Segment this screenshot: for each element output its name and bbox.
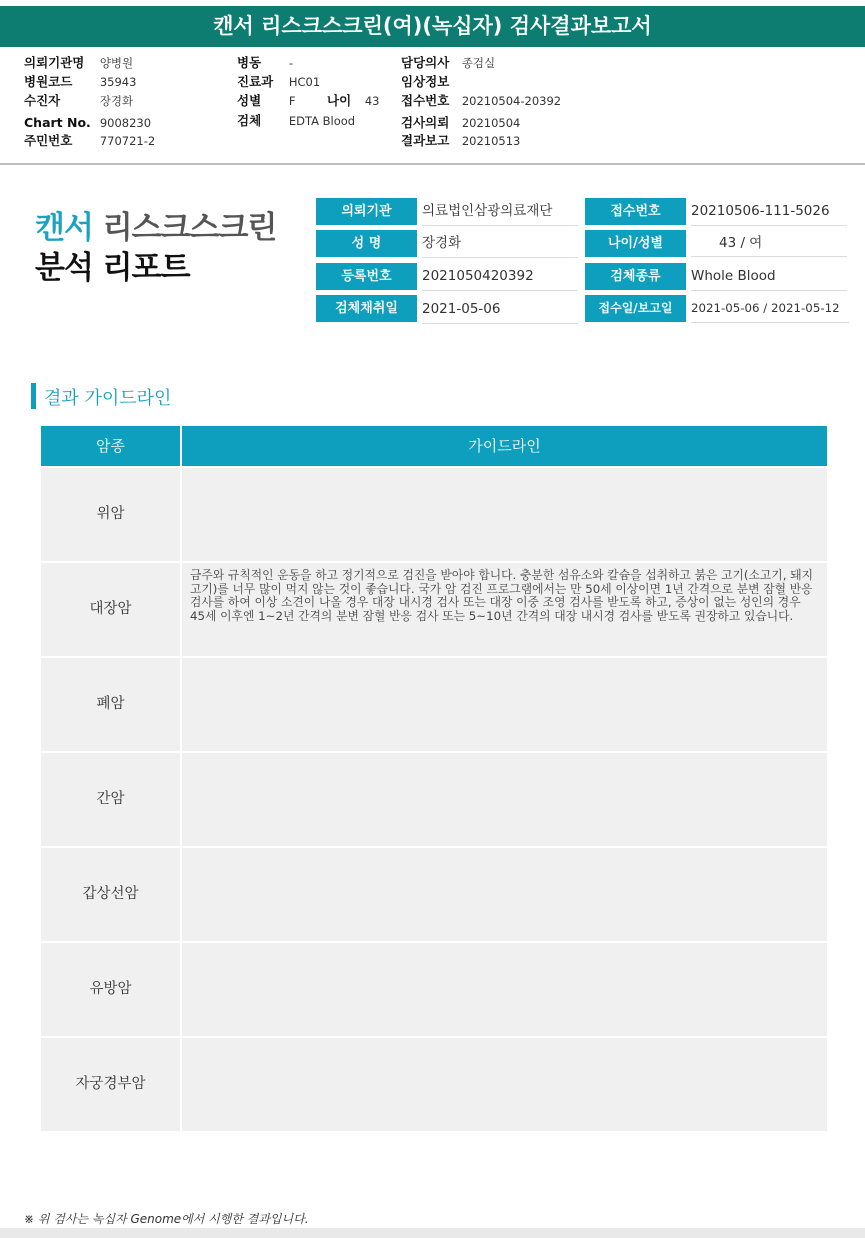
guideline-text [182, 1038, 827, 1044]
info-value-receipt: 20210506-111-5026 [691, 198, 847, 226]
sex-value: F [288, 94, 296, 108]
receipt-no-value: 20210504-20392 [461, 94, 562, 108]
info-label-receipt: 접수번호 [585, 198, 686, 225]
specimen-value: EDTA Blood [288, 114, 356, 128]
info-value-name: 장경화 [422, 230, 578, 258]
doctor-row [401, 54, 495, 72]
doctor-value: 종검실 [461, 56, 496, 70]
footer-note: ※ 위 검사는 녹십자 Genome에서 시행한 결과입니다. [24, 1212, 309, 1226]
brand-accent: 캔서 [35, 210, 93, 246]
info-label-dates: 접수일/보고일 [585, 295, 686, 322]
receipt-no-row [401, 92, 561, 110]
guideline-text: 금주와 규칙적인 운동을 하고 정기적으로 검진을 받아야 합니다. 충분한 섬유소와 칼슘을 섭취하고 붉은 고기(소고기, 돼지고기)를 너무 많이 먹지 않는 것이 좋습니다. 국가 암 검진 프로그램에서는 만 50세 이상이면 1년 간격으로 분변 잠혈 반응 검사를 하여 이상 소견이 나올 경우 대장 내시경 검사 또는 대장 이중 조영 검사를 받도록 하고, 증상이 없는 성인의 경우 45세 이후엔 1~2년 간격의 분변 잠혈 반응 검사 또는 5~10년 간격의 대장 내시경 검사를 받도록 권장하고 있습니다. [190, 568, 813, 623]
patient-name-row [24, 92, 133, 110]
info-label-specimen-type: 검체종류 [585, 263, 686, 290]
guideline-text [182, 468, 827, 474]
hospital-name-value: 양병원 [99, 56, 134, 70]
sex-label: 성별 [237, 93, 262, 108]
patient-header [0, 52, 865, 162]
header-guideline: 가이드라인 [182, 426, 827, 466]
report-date-label: 결과보고 [401, 133, 450, 148]
hospital-name-row [24, 54, 133, 72]
hospital-name-label: 의뢰기관명 [24, 55, 85, 70]
info-value-dates: 2021-05-06 / 2021-05-12 [691, 295, 849, 323]
cancer-type-cell: 폐암 [41, 658, 180, 751]
brand-title-line2: 분석 리포트 [35, 250, 190, 286]
guideline-cell [182, 943, 827, 1036]
cancer-type-cell: 대장암 [41, 563, 180, 656]
ward-row [237, 54, 293, 72]
request-date-row [401, 114, 520, 132]
department-label: 진료과 [237, 74, 274, 89]
guideline-text [182, 848, 827, 854]
ward-label: 병동 [237, 55, 262, 70]
specimen-row [237, 112, 355, 130]
doctor-label: 담당의사 [401, 55, 450, 70]
header-cancer-type: 암종 [41, 426, 180, 466]
chart-no-value: 9008230 [99, 116, 152, 130]
age-row [327, 92, 379, 110]
chart-no-row [24, 114, 151, 132]
receipt-no-label: 접수번호 [401, 93, 450, 108]
guideline-text [182, 658, 827, 664]
resident-no-value: 770721-2 [99, 134, 156, 148]
department-value: HC01 [288, 75, 321, 89]
patient-name-value: 장경화 [99, 94, 134, 108]
guideline-cell [182, 1038, 827, 1131]
bottom-strip [0, 1228, 865, 1238]
report-date-value: 20210513 [461, 134, 521, 148]
cancer-type-cell: 자궁경부암 [41, 1038, 180, 1131]
section-marker [31, 383, 36, 409]
header-divider [0, 163, 865, 165]
resident-no-row [24, 132, 155, 150]
info-value-age-sex: 43 / 여 [691, 230, 847, 257]
patient-name-label: 수진자 [24, 93, 61, 108]
brand-rest: 리스크스크린 [92, 210, 277, 246]
clinical-info-row [401, 73, 462, 91]
info-value-collection-date: 2021-05-06 [422, 296, 578, 324]
cancer-type-cell: 갑상선암 [41, 848, 180, 941]
info-label-age-sex: 나이/성별 [585, 230, 686, 257]
report-title: 캔서 리스크스크린(여)(녹십자) 검사결과보고서 [0, 6, 865, 47]
info-label-collection-date: 검체채취일 [316, 295, 417, 322]
request-date-label: 검사의뢰 [401, 115, 450, 130]
guideline-cell [182, 563, 827, 656]
clinical-info-label: 임상정보 [401, 74, 450, 89]
guideline-cell [182, 753, 827, 846]
report-date-row [401, 132, 520, 150]
brand-title-line1 [35, 202, 276, 247]
section-title: 결과 가이드라인 [44, 388, 172, 409]
chart-no-label: Chart No. [24, 115, 91, 130]
age-label: 나이 [327, 93, 352, 108]
ward-value: - [288, 56, 293, 70]
hospital-code-label: 병원코드 [24, 74, 73, 89]
info-label-registration: 등록번호 [316, 263, 417, 290]
resident-no-label: 주민번호 [24, 133, 73, 148]
cancer-type-cell: 유방암 [41, 943, 180, 1036]
cancer-type-cell: 간암 [41, 753, 180, 846]
guideline-text [182, 753, 827, 759]
info-value-specimen-type: Whole Blood [691, 263, 847, 291]
guideline-cell [182, 658, 827, 751]
request-date-value: 20210504 [461, 116, 521, 130]
info-value-registration: 2021050420392 [422, 263, 578, 291]
department-row [237, 73, 320, 91]
specimen-label: 검체 [237, 113, 262, 128]
age-value: 43 [364, 94, 380, 108]
guideline-text [182, 943, 827, 949]
hospital-code-value: 35943 [99, 75, 137, 89]
sex-row [237, 92, 295, 110]
guideline-cell [182, 468, 827, 561]
hospital-code-row [24, 73, 136, 91]
guideline-cell [182, 848, 827, 941]
cancer-type-cell: 위암 [41, 468, 180, 561]
info-label-institution: 의뢰기관 [316, 198, 417, 225]
info-label-name: 성 명 [316, 230, 417, 257]
info-value-institution: 의료법인삼광의료재단 [422, 198, 578, 226]
